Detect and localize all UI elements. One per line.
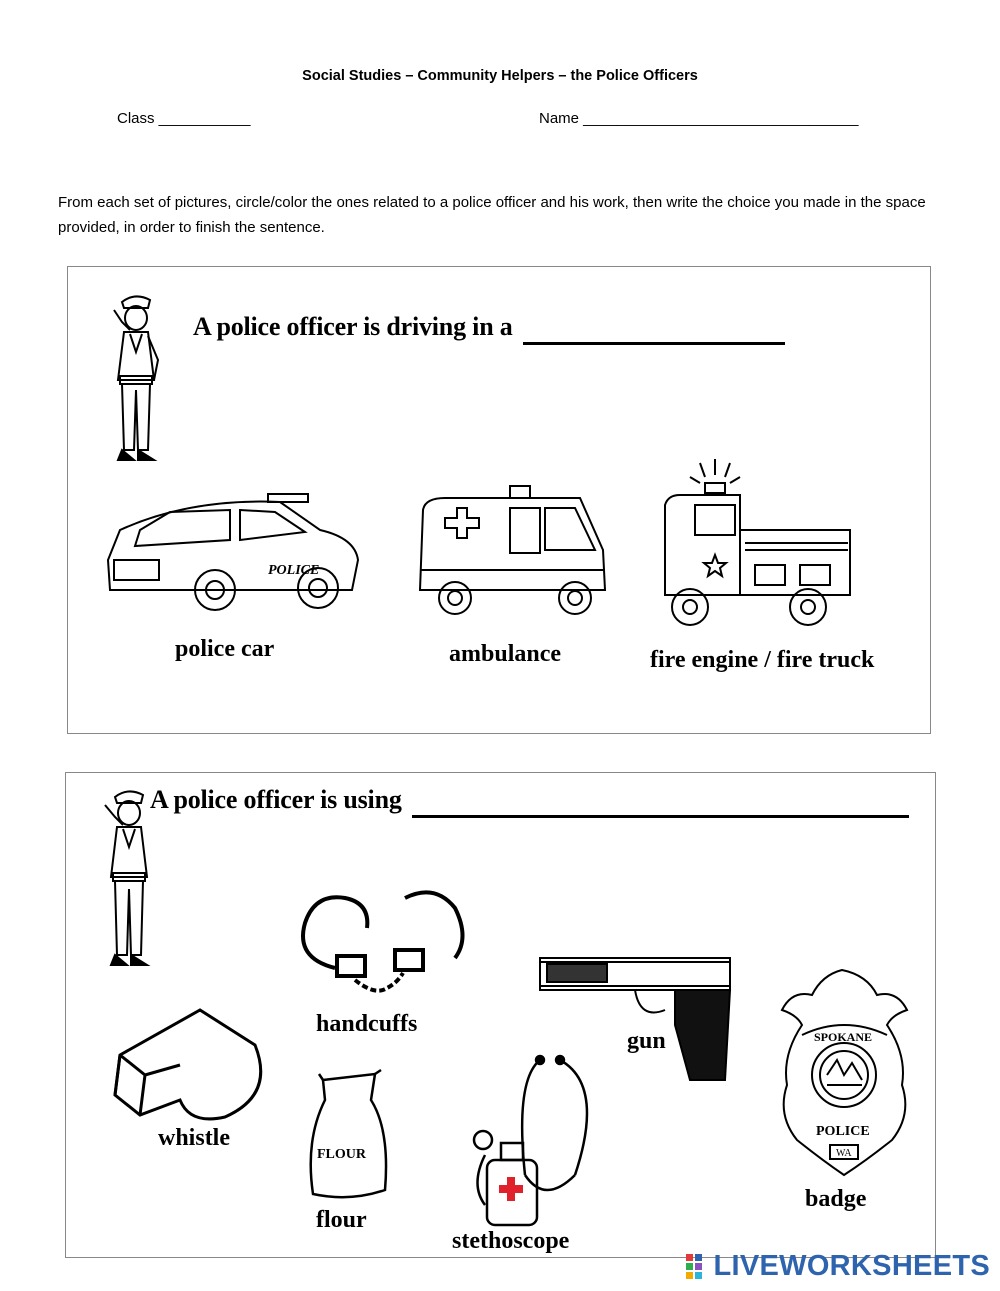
instructions: From each set of pictures, circle/color the ones related to a police officer and his work, then write the choice you made in the space provided, in order to finish the sentence. (58, 194, 926, 236)
liveworksheets-logo-icon (686, 1254, 714, 1280)
class-field[interactable]: Class ___________ (117, 110, 251, 127)
answer-blank-using[interactable] (412, 785, 909, 818)
item-stethoscope[interactable]: stethoscope (452, 1228, 570, 1254)
handcuffs-icon[interactable] (295, 888, 475, 1008)
police-officer-icon (100, 290, 170, 470)
fire-truck-icon[interactable] (660, 455, 855, 635)
police-car-icon[interactable] (100, 490, 365, 625)
item-flour[interactable]: flour (316, 1207, 367, 1233)
sentence-using-text: A police officer is using (150, 785, 402, 814)
police-badge-icon[interactable] (772, 965, 917, 1190)
sentence-driving-text: A police officer is driving in a (193, 312, 513, 341)
item-handcuffs[interactable]: handcuffs (316, 1011, 418, 1037)
item-ambulance[interactable]: ambulance (449, 641, 562, 667)
liveworksheets-logo-text: LIVEWORKSHEETS (713, 1250, 990, 1282)
item-whistle[interactable]: whistle (158, 1125, 230, 1151)
badge-top-text: SPOKANE (814, 1030, 873, 1044)
red-cross-icon (499, 1177, 523, 1201)
item-fire-truck[interactable]: fire engine / fire truck (650, 647, 875, 673)
liveworksheets-logo (686, 1250, 991, 1283)
sentence-using (150, 785, 909, 818)
ambulance-icon[interactable] (415, 480, 610, 625)
flour-bag-text: FLOUR (317, 1147, 366, 1162)
item-badge[interactable]: badge (805, 1186, 867, 1212)
whistle-icon[interactable] (105, 1005, 270, 1125)
badge-bottom-text: POLICE (816, 1124, 870, 1139)
answer-blank-driving[interactable] (523, 312, 785, 345)
item-police-car[interactable]: police car (175, 636, 275, 662)
name-field[interactable]: Name _________________________________ (539, 110, 859, 127)
police-car-decal: POLICE (268, 563, 320, 578)
item-gun[interactable]: gun (627, 1028, 666, 1054)
badge-state-text: WA (836, 1148, 852, 1159)
stethoscope-icon[interactable] (465, 1055, 615, 1230)
sentence-driving (193, 312, 785, 345)
flour-bag-icon[interactable] (305, 1070, 390, 1205)
worksheet-title: Social Studies – Community Helpers – the Police Officers (302, 68, 698, 84)
